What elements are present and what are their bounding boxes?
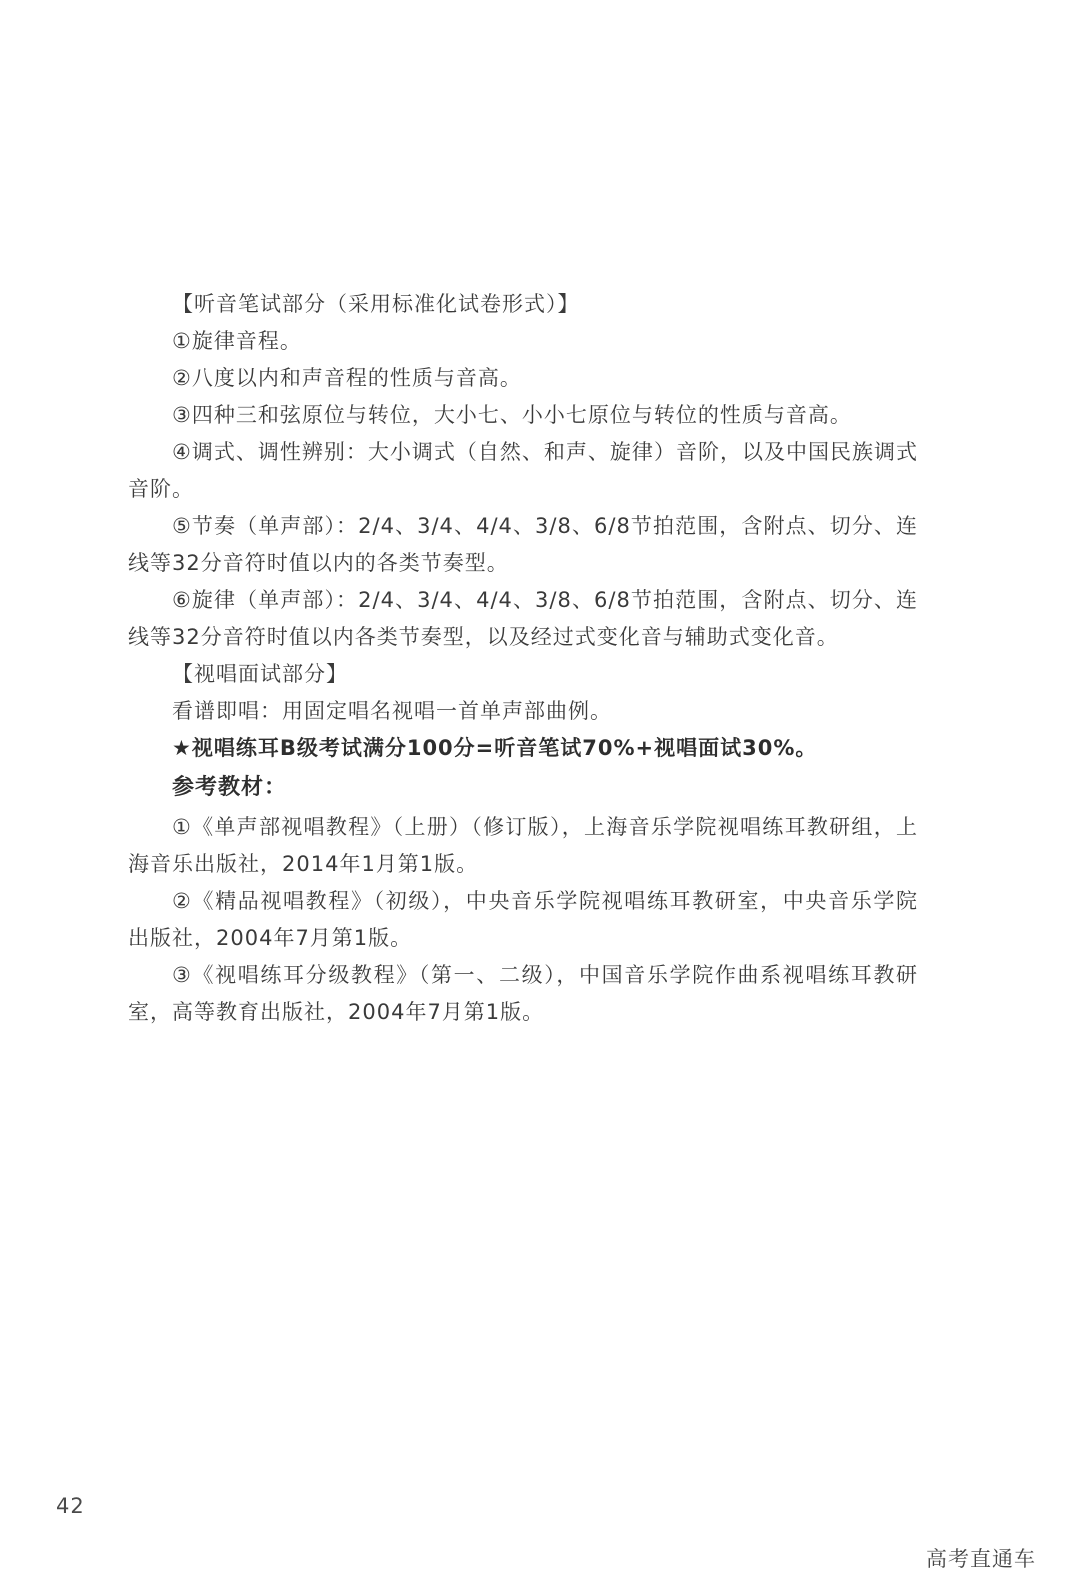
page-content bbox=[128, 286, 918, 1031]
written-item-4: ④调式、调性辨别：大小调式（自然、和声、旋律）音阶，以及中国民族调式音阶。 bbox=[128, 440, 918, 501]
watermark-text: 高考直通车 bbox=[926, 1547, 1036, 1571]
written-item-1: ①旋律音程。 bbox=[172, 329, 302, 353]
oral-exam-heading: 【视唱面试部分】 bbox=[172, 662, 348, 686]
reference-item-2: ②《精品视唱教程》（初级），中央音乐学院视唱练耳教研室，中央音乐学院出版社，2004年7月第1版。 bbox=[128, 889, 918, 950]
references-heading: 参考教材： bbox=[172, 775, 288, 800]
written-item-2: ②八度以内和声音程的性质与音高。 bbox=[172, 366, 522, 390]
reference-item-1: ①《单声部视唱教程》（上册）（修订版），上海音乐学院视唱练耳教研组，上海音乐出版社，2014年1月第1版。 bbox=[128, 815, 918, 876]
written-item-5: ⑤节奏（单声部）：2/4、3/4、4/4、3/8、6/8节拍范围，含附点、切分、连线等32分音符时值以内的各类节奏型。 bbox=[128, 514, 918, 575]
written-item-6: ⑥旋律（单声部）：2/4、3/4、4/4、3/8、6/8节拍范围，含附点、切分、连线等32分音符时值以内各类节奏型，以及经过式变化音与辅助式变化音。 bbox=[128, 588, 918, 649]
written-exam-heading: 【听音笔试部分（采用标准化试卷形式）】 bbox=[172, 292, 580, 316]
written-item-3: ③四种三和弦原位与转位，大小七、小小七原位与转位的性质与音高。 bbox=[172, 403, 852, 427]
page-number: 42 bbox=[56, 1494, 85, 1518]
reference-item-3: ③《视唱练耳分级教程》（第一、二级），中国音乐学院作曲系视唱练耳教研室，高等教育出版社，2004年7月第1版。 bbox=[128, 963, 918, 1024]
score-note: ★视唱练耳B级考试满分100分=听音笔试70%+视唱面试30%。 bbox=[172, 736, 818, 760]
oral-exam-text: 看谱即唱：用固定唱名视唱一首单声部曲例。 bbox=[172, 699, 612, 723]
